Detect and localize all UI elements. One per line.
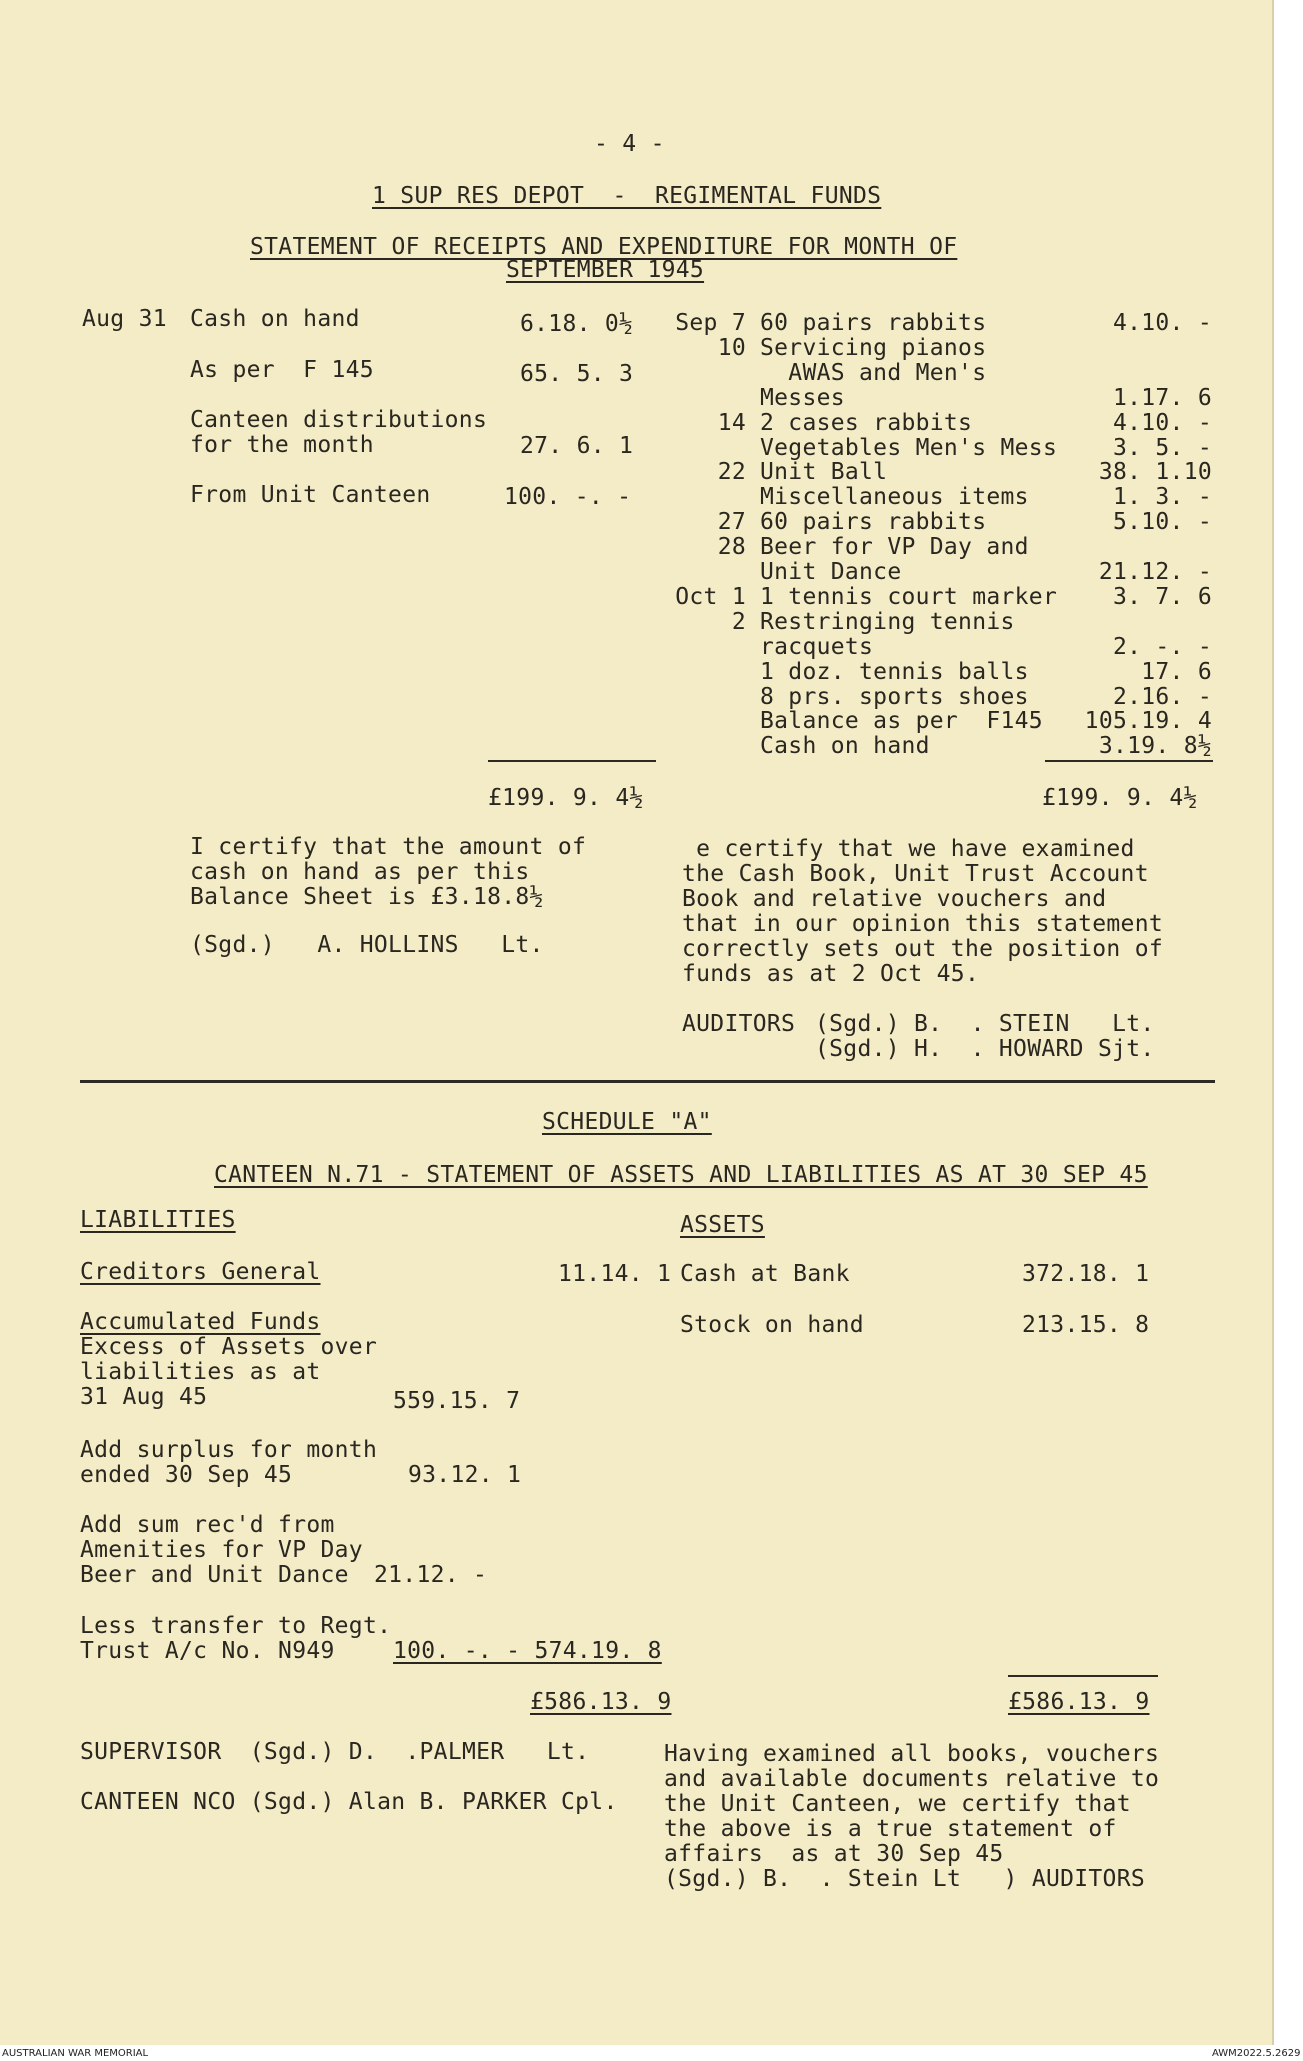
amenities-text: Add sum rec'd from Amenities for VP Day Beer and Unit Dance [80,1512,363,1588]
receipt-desc: Canteen distributions for the month [190,407,488,458]
receipt-amount: 27. 6. 1 [520,433,634,459]
canteen-statement-title: CANTEEN N.71 - STATEMENT OF ASSETS AND LIABILITIES AS AT 30 SEP 45 [214,1162,1148,1188]
expenditure-amount: 1. 3. - [1112,484,1212,510]
expenditure-amount: 4.10. - [1112,410,1212,436]
auditors-label: AUDITORS [682,1011,796,1037]
expenditure-desc: 2 cases rabbits [760,410,973,436]
expenditure-desc: Cash on hand [760,733,930,759]
expenditure-date: 22 [717,459,746,485]
expenditure-amount: 21.12. - [1098,559,1212,585]
total-assets: £586.13. 9 [1008,1689,1150,1715]
surplus-amount: 93.12. 1 [408,1462,522,1488]
total-right: £199. 9. 4½ [1042,785,1198,811]
expenditure-desc: Unit Ball [760,459,888,485]
expenditure-desc: 60 pairs rabbits [760,310,987,336]
expenditure-date: 10 [717,335,746,361]
expenditure-amount: 1.17. 6 [1112,385,1212,411]
trust-account-text: Trust A/c No. N949 [80,1638,335,1664]
less-transfer-text: Less transfer to Regt. [80,1613,392,1639]
expenditure-date: 14 [717,410,746,436]
expenditure-amount: 2.16. - [1112,684,1212,710]
canteen-nco-signature: CANTEEN NCO (Sgd.) Alan B. PARKER Cpl. [80,1789,618,1815]
accumulated-funds-label: Accumulated Funds [80,1309,321,1335]
expenditure-date: Sep 7 [675,310,746,336]
expenditure-date: 2 [731,609,746,635]
cash-bank-label: Cash at Bank [680,1261,850,1287]
surplus-text: Add surplus for month ended 30 Sep 45 [80,1437,378,1488]
less-transfer-amount: 100. -. - 574.19. 8 [393,1638,662,1664]
final-certify: Having examined all books, vouchers and available documents relative to the Unit Canteen, we certify that the above is a true statement of affairs as at 30 Sep 45 (Sgd.) B. . Stein Lt ) AUDITORS [664,1741,1160,1892]
total-left: £199. 9. 4½ [488,785,644,811]
total-liabilities: £586.13. 9 [530,1689,672,1715]
receipt-desc: As per F 145 [190,357,374,383]
expenditure-amount: 3. 5. - [1112,435,1212,461]
page-number: - 4 - [594,131,665,157]
expenditure-desc: racquets [760,634,874,660]
receipt-amount: 6.18. 0½ [520,311,634,337]
auditor-stein: (Sgd.) B. . STEIN Lt. [815,1011,1155,1037]
expenditure-desc: 1 doz. tennis balls [760,659,1029,685]
expenditure-desc: Unit Dance [760,559,902,585]
amenities-amount: 21.12. - [374,1562,488,1588]
assets-total-rule [1008,1675,1158,1677]
footer-accession: AWM2022.5.2629 [1212,2048,1301,2059]
supervisor-signature: SUPERVISOR (Sgd.) D. .PALMER Lt. [80,1739,590,1765]
expenditure-desc: 60 pairs rabbits [760,509,987,535]
expenditure-amount: 38. 1.10 [1098,459,1212,485]
creditors-label: Creditors General [80,1259,321,1285]
section-divider [80,1080,1215,1083]
receipt-amount: 65. 5. 3 [520,361,634,387]
receipt-desc: From Unit Canteen [190,482,431,508]
expenditure-amount: 2. -. - [1112,634,1212,660]
document-title: 1 SUP RES DEPOT - REGIMENTAL FUNDS [372,183,882,209]
expenditure-desc: Messes [760,385,845,411]
expenditure-date: Oct 1 [675,584,746,610]
statement-subtitle-line1: STATEMENT OF RECEIPTS AND EXPENDITURE FOR MONTH OF [250,234,958,260]
cash-bank-amount: 372.18. 1 [1022,1261,1150,1287]
expenditure-amount: 3. 7. 6 [1112,584,1212,610]
expenditure-desc: Vegetables Men's Mess [760,435,1058,461]
expenditure-date: 28 [717,534,746,560]
expenditure-desc: Restringing tennis [760,609,1015,635]
statement-subtitle-line2: SEPTEMBER 1945 [506,257,705,283]
creditors-amount: 11.14. 1 [558,1261,672,1287]
certify-right: e certify that we have examined the Cash Book, Unit Trust Account Book and relative vouchers and that in our opinion this statement correctly sets out the position of funds as at 2 Oct 45. [682,836,1164,987]
expenditure-amount: 17. 6 [1141,659,1212,685]
expenditure-desc: 1 tennis court marker [760,584,1058,610]
assets-heading: ASSETS [680,1212,765,1238]
receipt-amount: 100. -. - [504,484,632,510]
excess-amount: 559.15. 7 [393,1388,521,1414]
liabilities-heading: LIABILITIES [80,1207,236,1233]
expenditure-date: 27 [717,509,746,535]
footer-source: AUSTRALIAN WAR MEMORIAL [2,2048,149,2059]
expenditure-amount: 4.10. - [1112,310,1212,336]
schedule-title: SCHEDULE "A" [542,1109,712,1135]
receipt-desc: Cash on hand [190,306,360,332]
excess-text: Excess of Assets over liabilities as at 31 Aug 45 [80,1334,378,1410]
expenditure-desc: Beer for VP Day and [760,534,1029,560]
signature-hollins: (Sgd.) A. HOLLINS Lt. [190,932,544,958]
expenditure-desc: Balance as per F145 [760,708,1043,734]
expenditure-amount: 105.19. 4 [1084,708,1212,734]
expenditure-amount: 3.19. 8½ [1098,733,1212,759]
receipt-date: Aug 31 [82,306,167,332]
expenditure-desc: AWAS and Men's [760,360,987,386]
expenditure-desc: 8 prs. sports shoes [760,684,1029,710]
stock-amount: 213.15. 8 [1022,1312,1150,1338]
certify-left: I certify that the amount of cash on hand as per this Balance Sheet is £3.18.8½ [190,834,587,910]
expenditure-amount: 5.10. - [1112,509,1212,535]
expenditure-desc: Miscellaneous items [760,484,1029,510]
total-rule-left [488,760,656,762]
expenditure-desc: Servicing pianos [760,335,987,361]
total-rule-right [1045,760,1213,762]
auditor-howard: (Sgd.) H. . HOWARD Sjt. [815,1036,1155,1062]
stock-label: Stock on hand [680,1312,864,1338]
